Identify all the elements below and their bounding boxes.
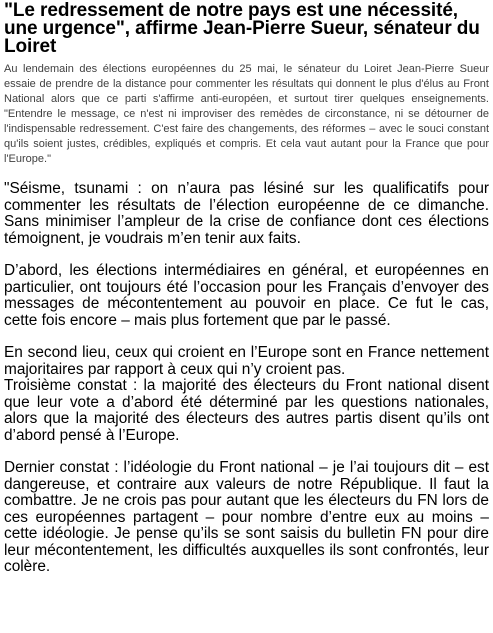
body-paragraph: Troisième constat : la majorité des électeurs du Front national disent que leur vote a d’abord été déterminé par les questions nationales, alors que la majorité des électeurs des autres partis disent qu’ils ont d’abord pensé à l’Europe. (4, 377, 489, 444)
article-body (4, 181, 489, 576)
body-paragraph: Dernier constat : l’idéologie du Front national – je l’ai toujours dit – est dangereuse, et contraire aux valeurs de notre République. Il faut la combattre. Je ne crois pas pour autant que les électeurs du FN lors de ces européennes partagent – pour nombre d’entre eux au moins – cette idéologie. Je pense qu’ils se sont saisis du bulletin FN pour dire leur mécontentement, les difficultés auxquelles ils sont confrontés, leur colère. (4, 459, 489, 575)
body-paragraph: D’abord, les élections intermédiaires en général, et européennes en particulier, ont toujours été l’occasion pour les Français d’envoyer des messages de mécontentement au pouvoir en place. Ce fut le cas, cette fois encore – mais plus fortement que par le passé. (4, 262, 489, 329)
article-headline: "Le redressement de notre pays est une nécessité, une urgence", affirme Jean-Pierre Sueur, sénateur du Loiret (4, 0, 480, 57)
body-paragraph: En second lieu, ceux qui croient en l’Europe sont en France nettement majoritaires par rapport à ceux qui n’y croient pas. (4, 344, 489, 378)
article (4, 2, 489, 576)
article-intro: Au lendemain des élections européennes du 25 mai, le sénateur du Loiret Jean-Pierre Sueur essaie de prendre de la distance pour commenter les résultats qui donnent le plus d'élus au Front National alors que ce parti s'affirme anti-européen, et surtout tirer quelques enseignements. "Entendre le message, ce n'est ni improviser des remèdes de circonstance, ni se détourner de l'indispensable redressement. C'est faire des changements, des réformes – avec le souci constant qu'ils soient justes, crédibles, expliqués et compris. Et cela vaut autant pour la France que pour l'Europe." (4, 63, 489, 165)
body-paragraph: "Séisme, tsunami : on n’aura pas lésiné sur les qualificatifs pour commenter les résultats de l’élection européenne de ce dimanche. Sans minimiser l’ampleur de la crise de confiance dont ces élections témoignent, je voudrais m’en tenir aux faits. (4, 180, 489, 247)
